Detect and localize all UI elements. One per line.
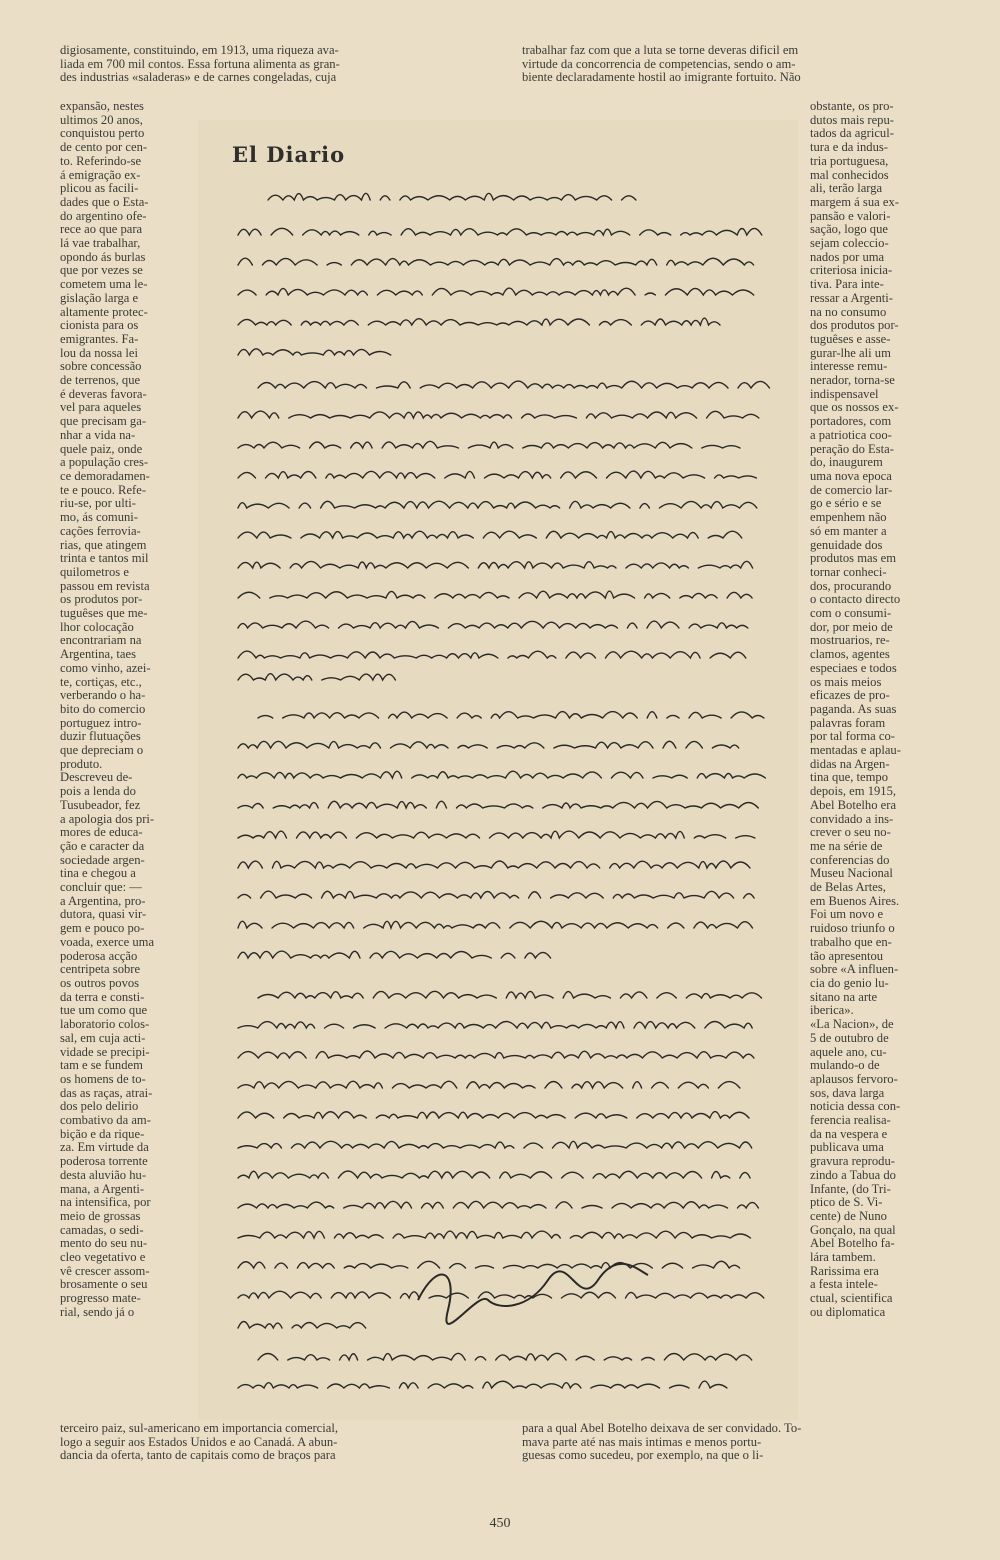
article-text-top-left: digiosamente, constituindo, em 1913, uma riqueza ava- liada em 700 mil contos. Essa fortuna alimenta as gran- des industrias «saladeras» e de carnes congeladas, cuja (60, 43, 340, 85)
handwriting-line (238, 891, 754, 898)
article-text-bottom-left: terceiro paiz, sul-americano em importancia comercial, logo a seguir aos Estados Unidos e ao Canadá. A abun- dancia da oferta, tanto de capitais como de braços para (60, 1421, 338, 1463)
handwriting-line (238, 1291, 764, 1298)
handwriting-line (238, 318, 730, 325)
handwriting-line (238, 1381, 727, 1388)
handwriting-line (238, 561, 763, 568)
handwriting-line (238, 1141, 752, 1148)
article-text-top-right: trabalhar faz com que a luta se torne deveras dificil em virtude da concorrencia de competencias, sendo o am- biente declaradamente hostil ao imigrante fortuito. Não (522, 43, 801, 85)
handwriting-line (238, 831, 755, 838)
handwritten-letter-facsimile (198, 120, 798, 1420)
handwriting-line (238, 1051, 754, 1058)
handwriting-line (238, 1112, 749, 1118)
handwriting-line (258, 712, 764, 718)
handwriting-line (258, 1353, 762, 1360)
article-text-left-column: expansão, nestes ultimos 20 anos, conquistou perto de cento por cen- to. Referindo-se á emigração ex- plicou as facili- dades que o Esta- do argentino ofe- rece ao que para lá vae trabalhar, opondo ás burlas que por vezes se cometem uma le- gislação larga e altamente protec- cionista para os emigrantes. Fa- lou da nossa lei sobre concessão de terrenos, que é deveras favora- vel para aqueles que precisam ga- nhar a vida na- quele paiz, onde a população cres- ce demoradamen- te e pouco. Refe- riu-se, por ulti- mo, ás comuni- cações ferrovia- rias, que atingem trinta e tantos mil quilometros e passou em revista os produtos por- tuguêses que me- lhor colocação encontrariam na Argentina, taes como vinho, azei- te, cortiças, etc., verberando o ha- bito do comercio portuguez intro- duzir flutuações que depreciam o produto. Descreveu de- pois a lenda do Tusubeador, fez a apologia dos pri- mores de educa- ção e caracter da sociedade argen- tina e chegou a concluir que: — a Argentina, pro- dutora, quasi vir- gem e pouco po- voada, exerce uma poderosa acção centripeta sobre os outros povos da terra e consti- tue um como que laboratorio colos- sal, em cuja acti- vidade se precipi- tam e se fundem os homens de to- das as raças, atrai- dos pelo delirio combativo da am- bição e da rique- za. Em virtude da poderosa torrente desta aluvião hu- mana, a Argenti- na intensifica, por meio de grossas camadas, o sedi- mento do seu nu- cleo vegetativo e vê crescer assom- brosamente o seu progresso mate- rial, sendo já o (60, 99, 155, 1319)
handwriting-line (238, 861, 750, 868)
handwriting-line (238, 1322, 366, 1329)
handwriting-line (238, 1201, 758, 1208)
handwriting-line (238, 1022, 752, 1029)
handwriting-line (238, 349, 401, 355)
handwriting-line (238, 1081, 750, 1088)
handwriting-line (238, 411, 769, 418)
handwriting-line (238, 471, 766, 478)
handwriting-line (238, 741, 749, 748)
handwriting-line (238, 1261, 750, 1268)
handwriting-line (238, 621, 758, 628)
letterhead: El Diario (232, 142, 346, 167)
handwriting-line (258, 991, 762, 998)
article-text-right-column: obstante, os pro- dutos mais repu- tados da agricul- tura e da indus- tria portuguesa, mal conhecidos ali, terão larga margem á sua ex- pansão e valori- sação, logo que sejam coleccio- nados por uma criteriosa inicia- tiva. Para inte- ressar a Argenti- na no consumo dos produtos por- tuguêses e asse- gurar-lhe ali um interesse remu- nerador, torna-se indispensavel que os nossos ex- portadores, com a patriotica coo- peração do Esta- do, inaugurem uma nova epoca de comercio lar- go e sério e se empenhem não só em manter a genuidade dos produtos mas em tornar conheci- dos, procurando o contacto directo com o consumi- dor, por meio de mostruarios, re- clamos, agentes especiaes e todos os mais meios eficazes de pro- paganda. As suas palavras foram por tal forma co- mentadas e aplau- didas na Argen- tina que, tempo depois, em 1915, Abel Botelho era convidado a ins- crever o seu no- me na série de conferencias do Museu Nacional de Belas Artes, em Buenos Aires. Foi um novo e ruidoso triunfo o trabalho que en- tão apresentou sobre «A influen- cia do genio lu- sitano na arte iberica». «La Nacion», de 5 de outubro de aquele ano, cu- mulando-o de aplausos fervoro- sos, dava larga noticia dessa con- ferencia realisa- da na vespera e publicava uma gravura reprodu- zindo a Tabua do Infante, (do Tri- ptico de S. Vi- cente) de Nuno Gonçalo, na qual Abel Botelho fa- lára tambem. Rarissima era a festa intele- ctual, scientifica ou diplomatica (810, 99, 901, 1319)
handwriting-strokes (198, 120, 798, 1420)
page-number: 450 (489, 1516, 511, 1531)
handwriting-line (238, 1231, 760, 1238)
handwriting-line (238, 921, 763, 928)
handwriting-line (238, 674, 405, 680)
handwriting-line (238, 228, 762, 235)
handwriting-line (238, 288, 754, 295)
handwriting-line (258, 381, 770, 388)
handwriting-line (238, 951, 551, 958)
handwriting-line (268, 193, 636, 200)
handwriting-line (238, 591, 752, 598)
article-text-bottom-right: para a qual Abel Botelho deixava de ser convidado. To- mava parte até nas mais intimas e menos portu- guesas como sucedeu, por exemplo, na que o li- (522, 1421, 802, 1463)
handwriting-line (238, 1171, 750, 1178)
handwriting-line (238, 258, 754, 265)
handwriting-line (238, 531, 742, 538)
handwriting-line (238, 801, 758, 808)
handwriting-line (238, 771, 765, 778)
handwriting-line (238, 441, 750, 448)
handwriting-line (238, 501, 757, 508)
handwriting-line (238, 651, 746, 658)
